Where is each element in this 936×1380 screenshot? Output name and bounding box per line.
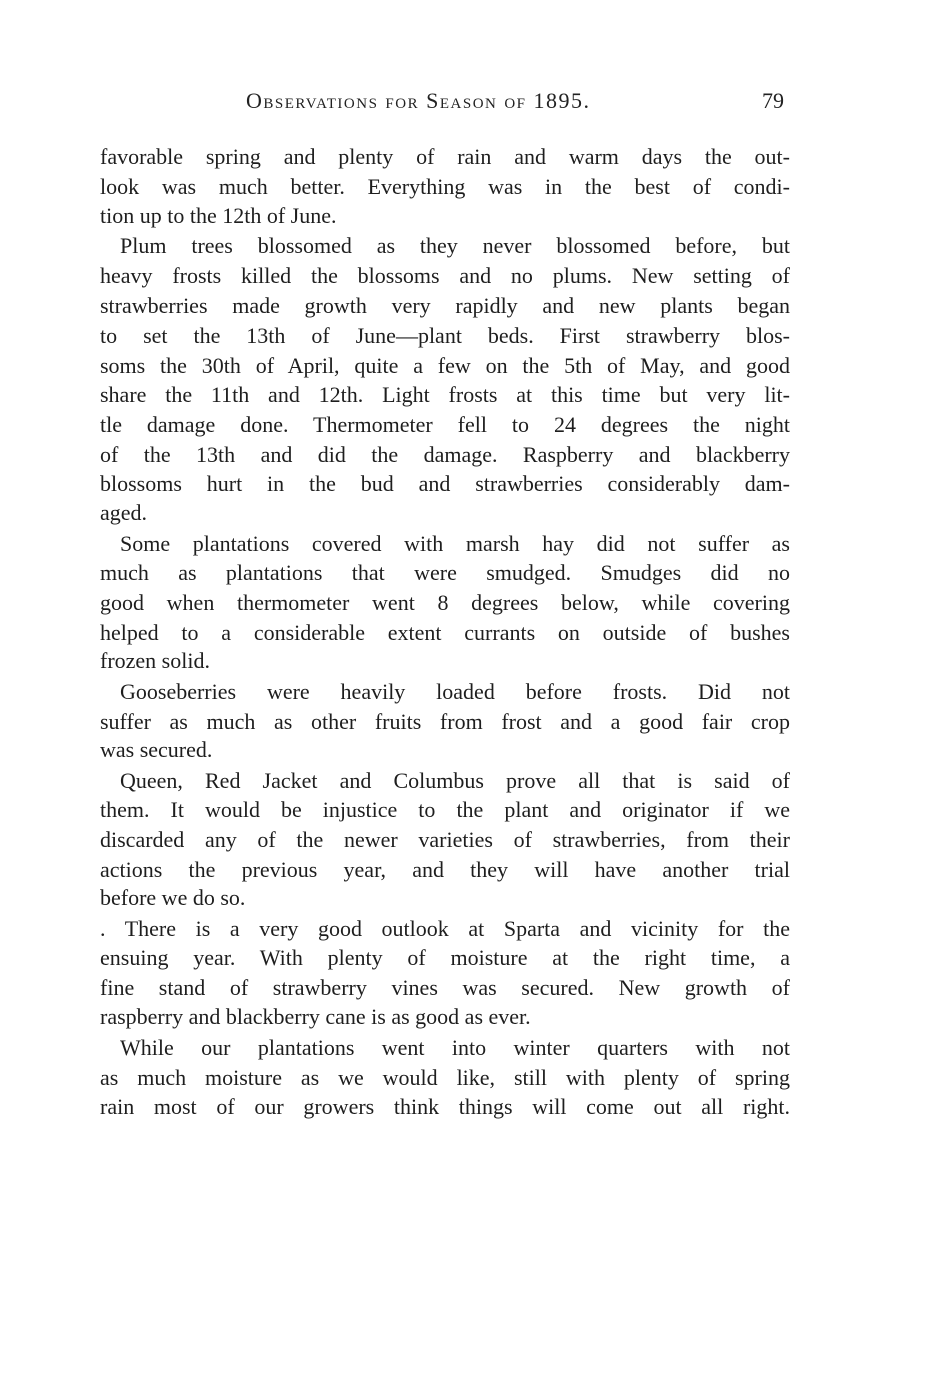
text-line: While our plantations went into winter quarters with not — [120, 1035, 790, 1060]
text-line: share the 11th and 12th. Light frosts at this time but very lit- — [100, 382, 790, 407]
text-line: frozen solid. — [100, 648, 210, 673]
text-line: . There is a very good outlook at Sparta and vicinity for the — [100, 916, 790, 941]
text-line: look was much better. Everything was in the best of condi- — [100, 174, 790, 199]
text-line: them. It would be injustice to the plant and originator if we — [100, 797, 790, 822]
text-line: Queen, Red Jacket and Columbus prove all that is said of — [120, 768, 790, 793]
text-line: fine stand of strawberry vines was secured. New growth of — [100, 975, 790, 1000]
text-line: strawberries made growth very rapidly and new plants began — [100, 293, 790, 318]
text-line: discarded any of the newer varieties of strawberries, from their — [100, 827, 790, 852]
text-line: heavy frosts killed the blossoms and no plums. New setting of — [100, 263, 790, 288]
text-line: tion up to the 12th of June. — [100, 203, 337, 228]
text-line: tle damage done. Thermometer fell to 24 degrees the night — [100, 412, 790, 437]
text-line: before we do so. — [100, 885, 246, 910]
text-line: much as plantations that were smudged. Smudges did no — [100, 560, 790, 585]
text-line: Some plantations covered with marsh hay did not suffer as — [120, 531, 790, 556]
text-line: was secured. — [100, 737, 213, 762]
text-line: helped to a considerable extent currants on outside of bushes — [100, 620, 790, 645]
running-title: Observations for Season of 1895. — [246, 88, 591, 113]
text-line: good when thermometer went 8 degrees below, while covering — [100, 590, 790, 615]
text-line: ensuing year. With plenty of moisture at the right time, a — [100, 945, 790, 970]
text-line: Gooseberries were heavily loaded before frosts. Did not — [120, 679, 790, 704]
page-number: 79 — [762, 88, 784, 113]
text-line: Plum trees blossomed as they never blossomed before, but — [120, 233, 790, 258]
text-line: aged. — [100, 500, 148, 525]
text-line: to set the 13th of June—plant beds. First strawberry blos- — [100, 323, 790, 348]
text-line: favorable spring and plenty of rain and warm days the out- — [100, 144, 790, 169]
text-line: as much moisture as we would like, still with plenty of spring — [100, 1065, 790, 1090]
text-line: rain most of our growers think things will come out all right. — [100, 1094, 790, 1119]
text-line: blossoms hurt in the bud and strawberries considerably dam- — [100, 471, 790, 496]
text-line: soms the 30th of April, quite a few on the 5th of May, and good — [100, 353, 790, 378]
text-line: actions the previous year, and they will have another trial — [100, 857, 790, 882]
text-line: raspberry and blackberry cane is as good as ever. — [100, 1004, 531, 1029]
text-line: suffer as much as other fruits from frost and a good fair crop — [100, 709, 790, 734]
text-line: of the 13th and did the damage. Raspberry and blackberry — [100, 442, 790, 467]
